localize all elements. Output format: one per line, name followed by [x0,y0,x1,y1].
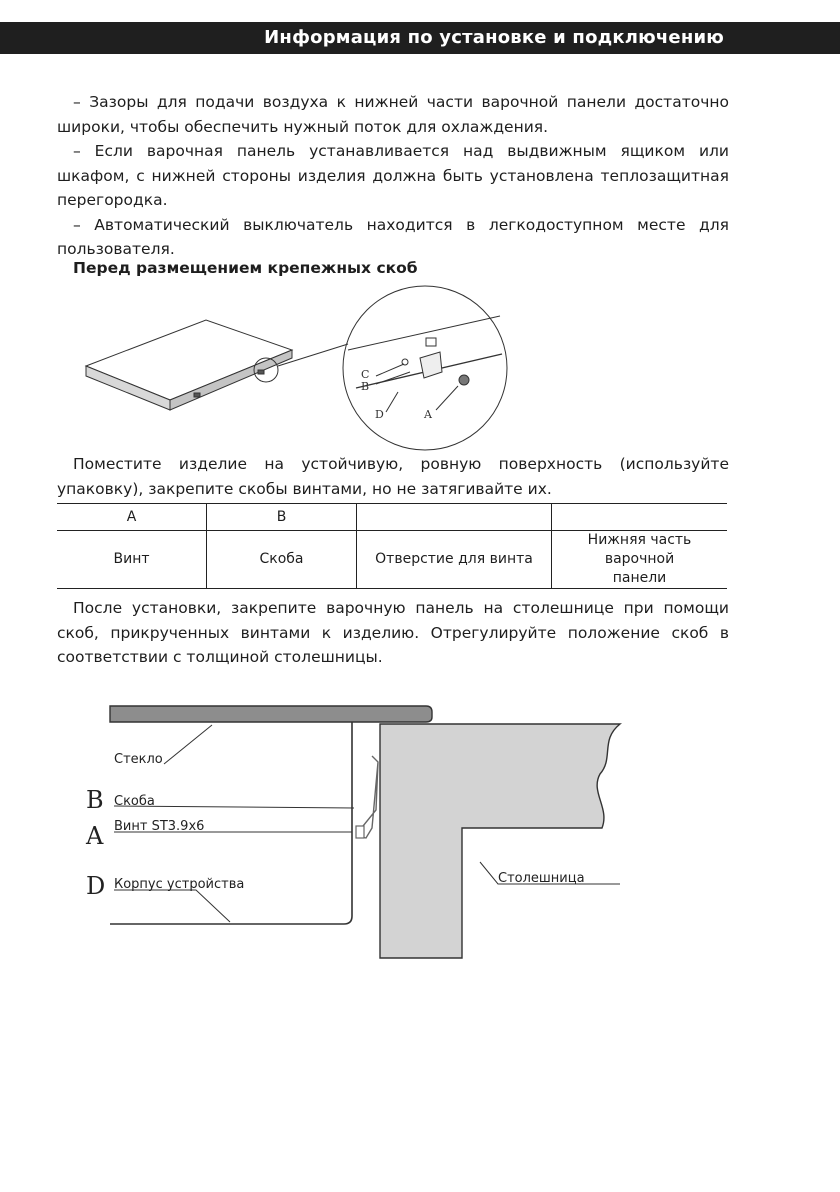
parts-letter-cell [552,504,728,531]
parts-description-cell: Отверстие для винта [357,531,552,589]
header-bar [0,22,840,54]
parts-letter-cell: B [207,504,357,531]
intro-paragraph: – Если варочная панель устанавливается над выдвижным ящиком или шкафом, с нижней стороны изделия должна быть установлена теплозащитная перегородка. [57,142,729,209]
page-title: Информация по установке и подключению [264,27,724,48]
detail-screw [459,375,469,385]
screw-letter: A [86,822,104,850]
leader-body [114,890,230,922]
bracket-letter: B [86,786,104,814]
detail-top-edge [348,316,500,350]
countertop [380,724,620,958]
detail-bracket [420,352,442,378]
bracket-placement-figure [80,280,520,455]
glass-panel [110,706,432,722]
parts-description-cell: Скоба [207,531,357,589]
body-label: Корпус устройства [114,877,245,892]
parts-description-cell: Нижняя часть варочной панели [552,531,728,589]
leader-c [376,364,404,376]
detail-label-a: A [424,408,432,421]
glass-label: Стекло [114,752,163,767]
screw-label: Винт ST3.9x6 [114,819,205,834]
mounting-screw [356,826,364,838]
detail-label-d: D [375,408,384,421]
bracket-label: Скоба [114,794,155,809]
detail-bracket-top [426,338,436,346]
mounting-cross-section-figure [80,700,640,965]
hob-bracket [194,393,200,397]
leader-a [436,386,458,410]
instruction-paragraph: Поместите изделие на устойчивую, ровную поверхность (используйте упаковку), закрепите скобы винтами, но не затягивайте их. [57,455,729,498]
intro-paragraph: – Зазоры для подачи воздуха к нижней части варочной панели достаточно широки, чтобы обеспечить нужный поток для охлаждения. [57,93,729,136]
hob-bracket [258,370,264,374]
parts-table-letter-row [57,504,727,531]
intro-paragraph: – Автоматический выключатель находится в легкодоступном месте для пользователя. [57,215,729,258]
after-install-block [57,596,729,670]
leader-glass [164,725,212,764]
parts-table [57,503,727,589]
instruction-block [57,452,729,501]
countertop-label: Столешница [498,871,585,886]
body-letter: D [86,872,106,900]
detail-label-c: C [361,368,370,381]
parts-letter-cell [357,504,552,531]
leader-d [386,392,398,412]
parts-letter-cell: A [57,504,207,531]
parts-description-cell: Винт [57,531,207,589]
section-heading: Перед размещением крепежных скоб [73,259,418,277]
detail-label-b: B [361,380,370,393]
intro-block [57,90,729,262]
after-install-paragraph: После установки, закрепите варочную панель на столешнице при помощи скоб, прикрученных винтами к изделию. Отрегулируйте положение скоб в соответствии с толщиной столешницы. [57,599,729,666]
parts-table-description-row [57,531,727,589]
